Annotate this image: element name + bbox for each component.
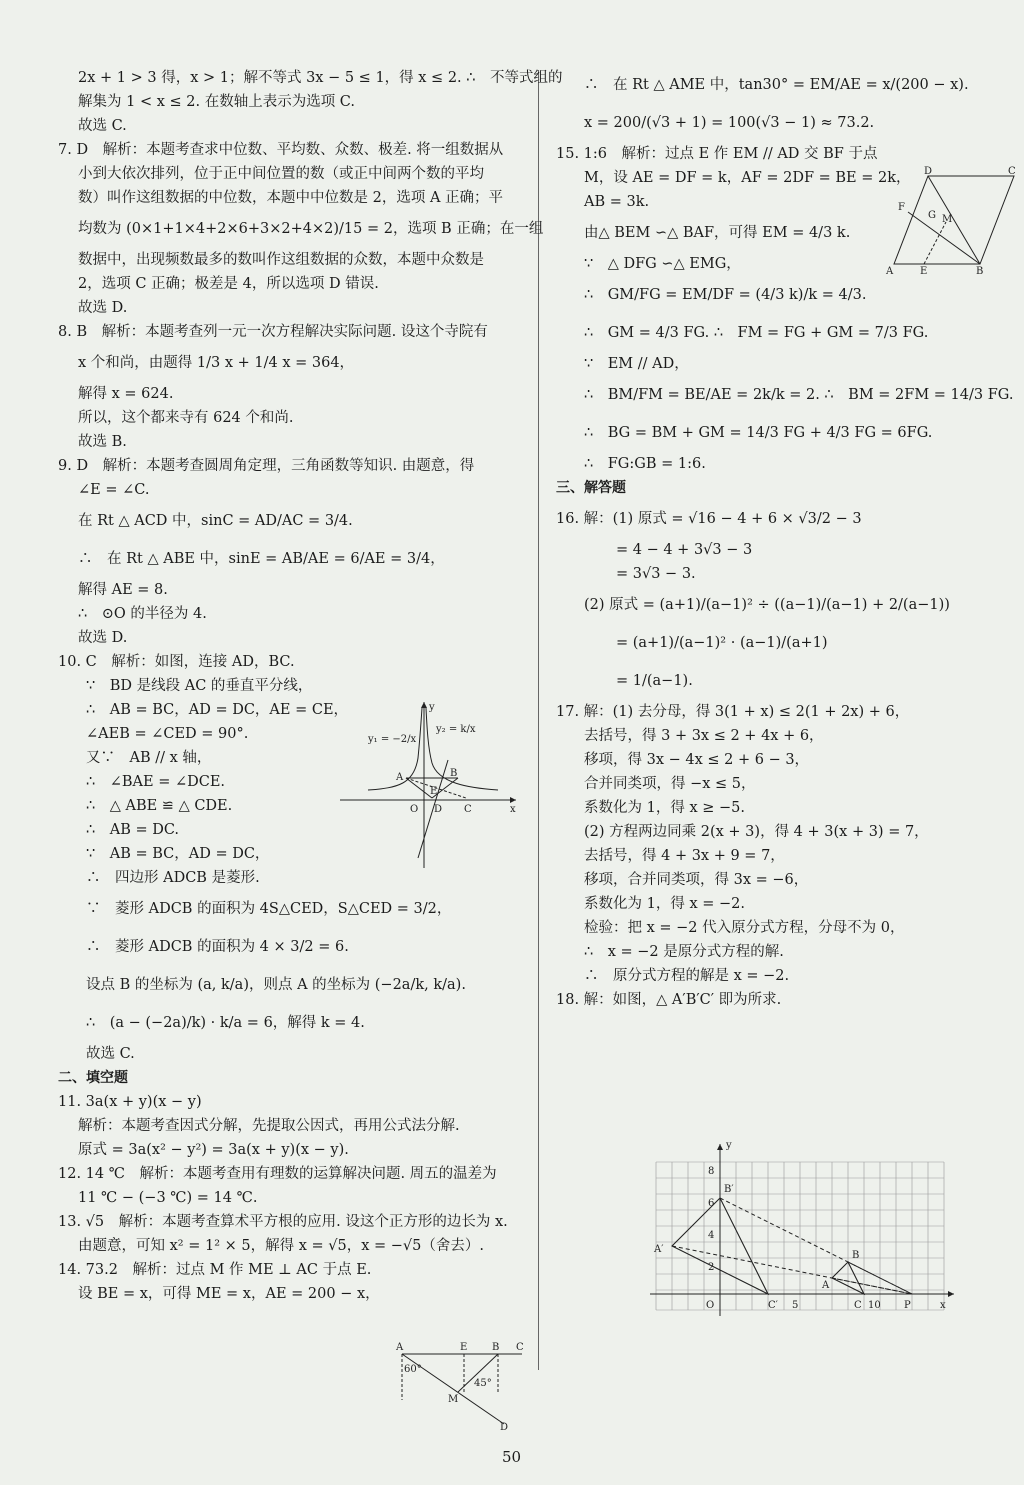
text-line: 所以，这个都来寺有 624 个和尚. (78, 410, 294, 426)
fig18-label: B′ (724, 1184, 734, 1195)
text-line: ∵ 菱形 ADCB 的面积为 4S△CED，S△CED = 3/2， (86, 901, 452, 917)
text-line: 合并同类项，得 −x ≤ 5， (584, 776, 756, 792)
text-line: 在 Rt △ ACD 中，sinC = AD/AC = 3/4. (78, 513, 353, 529)
text-line: M，设 AE = DF = k，AF = 2DF = BE = 2k， (584, 170, 911, 186)
text-line: 数）叫作这组数据的中位数，本题中中位数是 2，选项 A 正确；平 (78, 190, 504, 206)
answer-14: 14. 73.2 解析：过点 M 作 ME ⊥ AC 于点 E. (58, 1262, 372, 1278)
text-line: ∴ GM = 4/3 FG. ∴ FM = FG + GM = 7/3 FG. (584, 325, 929, 341)
section-heading-fill-in: 二、填空题 (58, 1070, 128, 1086)
text-line: 去括号，得 4 + 3x + 9 = 7， (584, 848, 785, 864)
fig18-label: C′ (768, 1300, 778, 1311)
answer-10: 10. C 解析：如图，连接 AD，BC. (58, 654, 295, 670)
fig14-label: M (448, 1394, 459, 1405)
text-line: 去括号，得 3 + 3x ≤ 2 + 4x + 6， (584, 728, 824, 744)
fig10-label: x (510, 804, 516, 815)
text-line: 解得 AE = 8. (78, 582, 168, 598)
text-line: ∴ (a − (−2a)/k) · k/a = 6，解得 k = 4. (86, 1015, 365, 1031)
fig14-label: C (516, 1342, 524, 1353)
text-line: 又∵ AB // x 轴， (86, 750, 212, 766)
fig18-label: x (940, 1300, 946, 1311)
text-line: 故选 C. (78, 118, 127, 134)
text-line: ∴ AB = BC，AD = DC，AE = CE， (86, 702, 349, 718)
fig10-label: O (410, 804, 419, 815)
fig18-label: A′ (654, 1244, 664, 1255)
fig18-label: 6 (708, 1198, 715, 1209)
fig10-label: C (464, 804, 472, 815)
fig14-label: 60° (404, 1364, 422, 1375)
text-line: 系数化为 1，得 x ≥ −5. (584, 800, 745, 816)
text-line: = (a+1)/(a−1)² · (a−1)/(a+1) (616, 635, 828, 651)
fig18-label: 10 (868, 1300, 881, 1311)
fig18-label: y (726, 1140, 732, 1151)
fig14-label: E (460, 1342, 468, 1353)
text-line: ∴ AB = DC. (86, 822, 180, 838)
fig18-label: P (904, 1300, 911, 1311)
answer-15: 15. 1:6 解析：过点 E 作 EM // AD 交 BF 于点 (556, 146, 878, 162)
text-line: ∵ AB = BC，AD = DC， (86, 846, 270, 862)
fig14-label: D (500, 1422, 509, 1432)
text-line: 数据中，出现频数最多的数叫作这组数据的众数，本题中众数是 (78, 252, 484, 268)
text-line: x = 200/(√3 + 1) = 100(√3 − 1) ≈ 73.2. (584, 115, 875, 131)
page-number: 50 (502, 1448, 522, 1466)
fig15-label: G (928, 210, 936, 221)
answer-8: 8. B 解析：本题考查列一元一次方程解决实际问题. 设这个寺院有 (58, 324, 488, 340)
fig15-label: E (920, 266, 928, 277)
text-line: 小到大依次排列，位于正中间位置的数（或正中间两个数的平均 (78, 166, 484, 182)
text-line: ∴ x = −2 是原分式方程的解. (584, 944, 784, 960)
text-line: 解集为 1 < x ≤ 2. 在数轴上表示为选项 C. (78, 94, 355, 110)
text-line: ∴ BM/FM = BE/AE = 2k/k = 2. ∴ BM = 2FM = 14/3 FG. (584, 387, 1014, 403)
fig10-label: B (450, 768, 458, 779)
text-line: ∠E = ∠C. (78, 482, 150, 498)
text-line: 2，选项 C 正确；极差是 4，所以选项 D 错误. (78, 276, 379, 292)
text-line: ∴ GM/FG = EM/DF = (4/3 k)/k = 4/3. (584, 287, 867, 303)
answer-11: 11. 3a(x + y)(x − y) (58, 1094, 202, 1110)
fig10-label: y (429, 702, 435, 713)
fig15-label: C (1008, 166, 1016, 177)
text-line: 由△ BEM ∽△ BAF，可得 EM = 4/3 k. (584, 225, 851, 241)
answer-13: 13. √5 解析：本题考查算术平方根的应用. 设这个正方形的边长为 x. (58, 1214, 508, 1230)
fig10-label: y₂ = k/x (436, 724, 476, 735)
fig10-label: y₁ = −2/x (368, 734, 417, 745)
fig18-label: C (854, 1300, 862, 1311)
text-line: 2x + 1 > 3 得，x > 1；解不等式 3x − 5 ≤ 1，得 x ≤ 2. ∴ 不等式组的 (78, 70, 563, 86)
fig15-label: A (886, 266, 894, 277)
answer-12: 12. 14 ℃ 解析：本题考查用有理数的运算解决问题. 周五的温差为 (58, 1166, 497, 1182)
text-line: ∴ 在 Rt △ ABE 中，sinE = AB/AE = 6/AE = 3/4， (78, 551, 445, 567)
text-line: ∴ 菱形 ADCB 的面积为 4 × 3/2 = 6. (86, 939, 349, 955)
fig10-label: A (396, 772, 404, 783)
text-line: 系数化为 1，得 x = −2. (584, 896, 745, 912)
text-line: = 4 − 4 + 3√3 − 3 (616, 542, 753, 558)
fig14-label: A (396, 1342, 404, 1353)
text-line: ∵ △ DFG ∽△ EMG， (584, 256, 741, 272)
fig18-label: A (822, 1280, 830, 1291)
text-line: ∴ 在 Rt △ AME 中，tan30° = EM/AE = x/(200 − x). (584, 77, 969, 93)
text-line: = 3√3 − 3. (616, 566, 696, 582)
fig15-label: F (898, 202, 905, 213)
column-divider (538, 70, 539, 1370)
fig18-label: B (852, 1250, 860, 1261)
figure-q18-grid (650, 1138, 960, 1322)
text-line: 移项，得 3x − 4x ≤ 2 + 6 − 3， (584, 752, 810, 768)
fig18-label: 4 (708, 1230, 715, 1241)
answer-7: 7. D 解析：本题考查求中位数、平均数、众数、极差. 将一组数据从 (58, 142, 504, 158)
text-line: 故选 C. (86, 1046, 135, 1062)
text-line: ∵ BD 是线段 AC 的垂直平分线， (86, 678, 313, 694)
text-line: ∴ ⊙O 的半径为 4. (78, 606, 207, 622)
text-line: 故选 D. (78, 300, 128, 316)
text-line: 解析：本题考查因式分解，先提取公因式，再用公式法分解. (78, 1118, 460, 1134)
text-line: 移项，合并同类项，得 3x = −6， (584, 872, 809, 888)
answer-18: 18. 解：如图，△ A′B′C′ 即为所求. (556, 992, 782, 1008)
text-line: ∴ △ ABE ≌ △ CDE. (86, 798, 233, 814)
text-line: 均数为 (0×1+1×4+2×6+3×2+4×2)/15 = 2，选项 B 正确；在一组 (78, 221, 544, 237)
fig18-label: 8 (708, 1166, 715, 1177)
answer-16: 16. 解：(1) 原式 = √16 − 4 + 6 × √3/2 − 3 (556, 511, 862, 527)
figure-q10-hyperbola (338, 698, 520, 874)
text-line: = 1/(a−1). (616, 673, 693, 689)
text-line: ∴ ∠BAE = ∠DCE. (86, 774, 226, 790)
answer-17: 17. 解：(1) 去分母，得 3(1 + x) ≤ 2(1 + 2x) + 6， (556, 704, 910, 720)
fig10-label: D (434, 804, 443, 815)
text-line: 由题意，可知 x² = 1² × 5，解得 x = √5，x = −√5（舍去）. (78, 1238, 484, 1254)
text-line: 11 ℃ − (−3 ℃) = 14 ℃. (78, 1190, 258, 1206)
fig15-label: B (976, 266, 984, 277)
text-line: ∴ FG:GB = 1:6. (584, 456, 706, 472)
text-line: 原式 = 3a(x² − y²) = 3a(x + y)(x − y). (78, 1142, 349, 1158)
fig18-label: 5 (792, 1300, 799, 1311)
text-line: 解得 x = 624. (78, 386, 174, 402)
left-column (58, 66, 563, 1306)
text-line: 设 BE = x，可得 ME = x，AE = 200 − x， (78, 1286, 380, 1302)
text-line: ∴ BG = BM + GM = 14/3 FG + 4/3 FG = 6FG. (584, 425, 933, 441)
fig15-label: M (942, 214, 953, 225)
text-line: 故选 B. (78, 434, 127, 450)
fig10-label: E (430, 786, 438, 797)
text-line: x 个和尚，由题得 1/3 x + 1/4 x = 364， (78, 355, 355, 371)
text-line: ∵ EM // AD， (584, 356, 689, 372)
text-line: ∴ 原分式方程的解是 x = −2. (584, 968, 790, 984)
text-line: AB = 3k. (584, 194, 650, 210)
answer-9: 9. D 解析：本题考查圆周角定理，三角函数等知识. 由题意，得 (58, 458, 475, 474)
text-line: ∠AEB = ∠CED = 90°. (86, 726, 249, 742)
fig14-label: 45° (474, 1378, 492, 1389)
fig18-label: O (706, 1300, 715, 1311)
text-line: 检验：把 x = −2 代入原分式方程，分母不为 0， (584, 920, 905, 936)
figure-q15-parallelogram (884, 164, 1020, 282)
fig14-label: B (492, 1342, 500, 1353)
fig15-label: D (924, 166, 933, 177)
fig18-label: 2 (708, 1262, 715, 1273)
text-line: 故选 D. (78, 630, 128, 646)
text-line: (2) 原式 = (a+1)/(a−1)² ÷ ((a−1)/(a−1) + 2/(a−1)) (584, 597, 950, 613)
figure-q14-triangle (394, 1340, 528, 1436)
section-heading-answers: 三、解答题 (556, 480, 626, 496)
text-line: 设点 B 的坐标为 (a, k/a)，则点 A 的坐标为 (−2a/k, k/a). (86, 977, 466, 993)
text-line: (2) 方程两边同乘 2(x + 3)，得 4 + 3(x + 3) = 7， (584, 824, 929, 840)
text-line: ∴ 四边形 ADCB 是菱形. (86, 870, 260, 886)
